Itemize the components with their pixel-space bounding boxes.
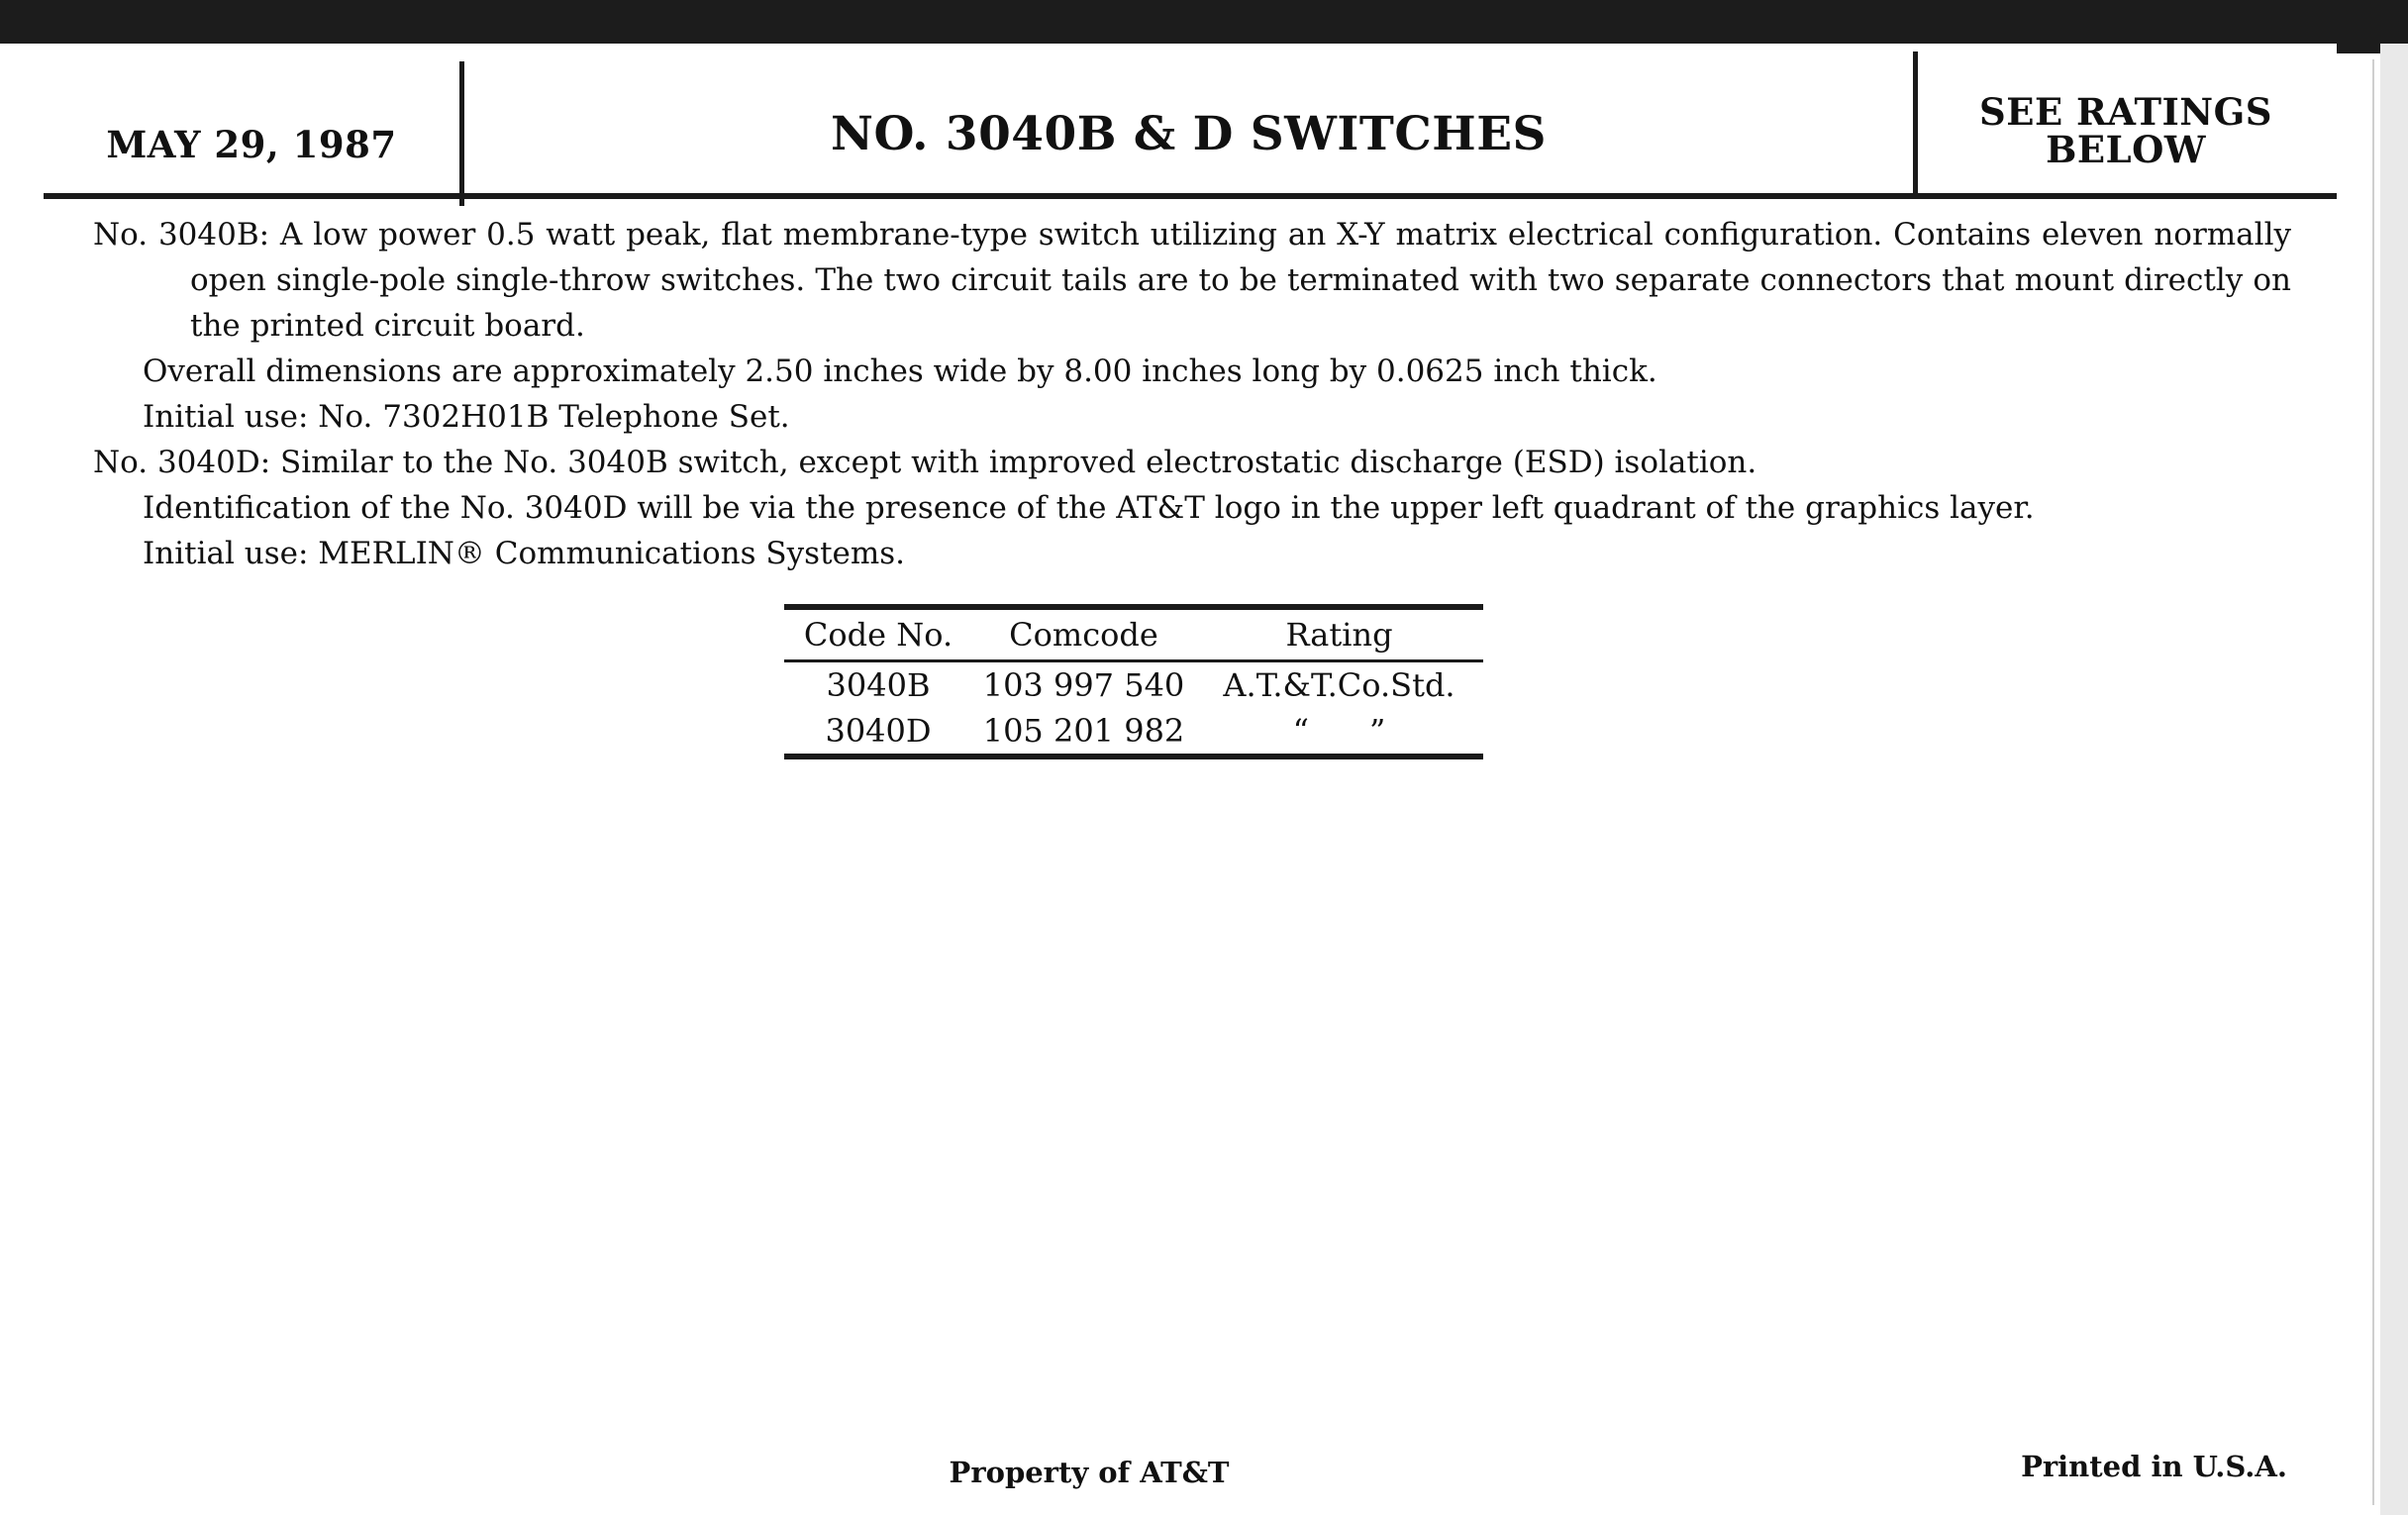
- cell-rating: “ ”: [1292, 712, 1386, 750]
- header-date: MAY 29, 1987: [106, 123, 397, 166]
- cell-rating: A.T.&T.Co.Std.: [1223, 666, 1455, 704]
- cell-code: 3040B: [826, 666, 931, 704]
- cell-comcode: 103 997 540: [982, 666, 1185, 704]
- table-bottom-rule: [784, 754, 1483, 759]
- description-body: [93, 212, 2291, 576]
- column-header-comcode: Comcode: [1009, 616, 1158, 654]
- paragraph-3040b-description: No. 3040B: A low power 0.5 watt peak, flat membrane-type switch utilizing an X-Y matrix electrical configuration. Contains eleven normally open single-pole single-throw switches. The two circuit tails are to be terminated with two separate connectors that mount directly on the printed circuit board.: [93, 217, 2291, 344]
- column-header-rating: Rating: [1285, 616, 1393, 654]
- cell-comcode: 105 201 982: [982, 712, 1185, 750]
- paragraph-initial-use-3040d: Initial use: MERLIN® Communications Systems.: [143, 536, 906, 571]
- paragraph-initial-use-3040b: Initial use: No. 7302H01B Telephone Set.: [143, 399, 790, 435]
- paragraph-identification: Identification of the No. 3040D will be via the presence of the AT&T logo in the upper left quadrant of the graphics layer.: [143, 490, 2035, 526]
- ratings-table: [784, 604, 1483, 759]
- paragraph-3040d-description: No. 3040D: Similar to the No. 3040B switch, except with improved electrostatic discharge (ESD) isolation.: [93, 445, 1757, 480]
- page-title: NO. 3040B & D SWITCHES: [831, 107, 1547, 161]
- table-row: [784, 662, 1483, 708]
- data-card: [0, 44, 2380, 1515]
- rating-note-line1: SEE RATINGS: [1979, 90, 2272, 134]
- rating-note-line2: BELOW: [2046, 128, 2206, 171]
- paragraph-dimensions: Overall dimensions are approximately 2.50 inches wide by 8.00 inches long by 0.0625 inch thick.: [143, 354, 1657, 389]
- footer-property: Property of AT&T: [949, 1456, 1230, 1489]
- column-header-code: Code No.: [803, 616, 953, 654]
- footer-printed: Printed in U.S.A.: [2021, 1450, 2287, 1483]
- scan-right-margin: [2380, 44, 2408, 1515]
- header-rule: [44, 193, 2337, 199]
- table-row: [784, 708, 1483, 754]
- cell-code: 3040D: [825, 712, 932, 750]
- table-header-row: [784, 610, 1483, 659]
- scan-top-border: [0, 0, 2408, 44]
- header-rating-note: [1918, 90, 2334, 171]
